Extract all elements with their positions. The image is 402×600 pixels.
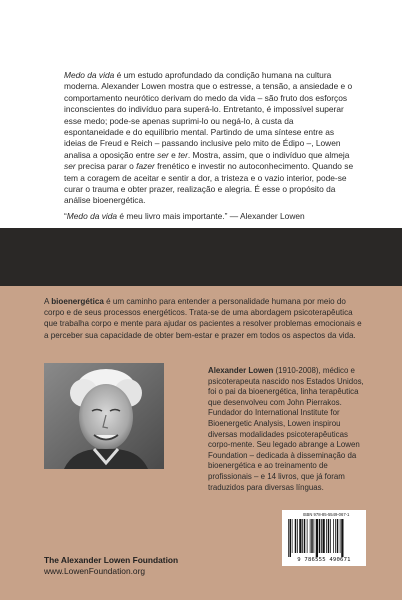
author-name: Alexander Lowen — [208, 366, 274, 375]
barcode-bar — [299, 519, 301, 553]
barcode-bar — [321, 519, 322, 553]
barcode-bar — [307, 519, 308, 553]
isbn-digits: 9 786555 490671 — [297, 557, 351, 563]
barcode-bar — [290, 519, 292, 557]
book-title-italic: Medo da vida — [64, 70, 115, 80]
synopsis-italic: ser — [157, 149, 169, 160]
barcode-bar — [340, 519, 341, 553]
foundation-info — [44, 555, 264, 577]
quote-title: Medo da vida — [66, 210, 118, 221]
barcode-bar — [295, 519, 297, 553]
synopsis-italic: ser — [64, 161, 76, 172]
barcode-bar — [304, 519, 306, 553]
quote-text: é meu livro mais importante.” — Alexander Lowen — [117, 210, 305, 221]
barcode-bar — [288, 519, 289, 557]
barcode-bar — [310, 519, 311, 553]
barcode-bar — [333, 519, 334, 553]
barcode-bar — [337, 519, 339, 553]
author-quote — [64, 211, 354, 222]
barcode-bar — [326, 519, 327, 553]
dark-band — [0, 228, 402, 286]
synopsis-text: é um estudo aprofundado da condição humana na cultura moderna. Alexander Lowen mostra que o estresse, a tensão, a ansiedade e o comportamento neurótico derivam do medo da vida – são fruto dos esforços inconscientes do indivíduo para superá-lo. Entretanto, é impossível superar esse medo; pode-se apenas suprimi-lo ou negá-lo, à custa da espontaneidade e do equilíbrio mental. Partindo de uma síntese entre as ideias de Freud e Reich – passando inclusive pelo mito de Édipo –, Lowen analisa a oposição entre — [64, 70, 353, 160]
bioenergetics-intro — [44, 296, 366, 341]
bio-text: (1910-2008), médico e psicoterapeuta nascido nos Estados Unidos, foi o pai da bioenergética, linha terapêutica que desenvolveu com John Pierrakos. Fundador do International Institute for Bioenergetic Analysis, Lowen inspirou diversas modalidades psicoterapêuticas corpo-mente. Seu legado abrange a Lowen Foundation – dedicada à disseminação da bioenergética e ao treinamento de profissionais – e 14 livros, que já foram traduzidos para diversas línguas. — [208, 366, 364, 492]
synopsis — [64, 70, 354, 222]
intro-bold: bioenergética — [51, 297, 104, 306]
synopsis-text: . Mostra, assim, que o indivíduo que almeja — [187, 149, 350, 160]
isbn-label: ISBN 978-85-5549-067-1 — [302, 512, 350, 517]
synopsis-text: precisa parar o — [75, 161, 137, 172]
synopsis-paragraph — [64, 70, 354, 207]
barcode-bar — [328, 519, 330, 553]
quote-mark: “ — [64, 210, 67, 221]
author-photo — [44, 363, 164, 469]
barcode-bar — [323, 519, 325, 553]
synopsis-italic: fazer — [136, 161, 155, 172]
author-portrait-image — [44, 363, 164, 469]
foundation-url: www.LowenFoundation.org — [44, 566, 146, 577]
barcode-bar — [314, 519, 315, 553]
synopsis-text: e — [168, 149, 179, 160]
barcode-bar — [302, 519, 303, 553]
barcode-bar — [319, 519, 321, 553]
barcode-bar — [330, 519, 331, 553]
synopsis-text: frenético e investir no autoconhecimento. Quando se tem a coragem de aceitar e sentir a dor, a tristeza e o vazio interior, pode-se curar o trauma e obter prazer, realização e alegria. É esse o propósito da análise bioenergética. — [64, 161, 354, 206]
barcode-bar — [311, 519, 313, 553]
barcode-bar — [335, 519, 336, 553]
synopsis-italic: ter — [178, 149, 188, 160]
barcode-bar — [292, 519, 293, 553]
barcode-bar — [316, 519, 318, 557]
intro-text: é um caminho para entender a personalidade humana por meio do corpo e de seus processos energéticos. Trata-se de uma abordagem psicoterapêutica que trabalha corpo e mente para ajudar os pacientes a resolver problemas emocionais e a perceber sua capacidade de obter bem-estar e prazer em todos os aspectos da vida. — [44, 297, 362, 340]
author-bio — [208, 366, 372, 493]
barcode-bar — [341, 519, 343, 557]
foundation-name: The Alexander Lowen Foundation — [44, 555, 179, 565]
barcode-bar — [297, 519, 298, 553]
intro-text: A — [44, 297, 52, 306]
barcode — [288, 519, 362, 557]
